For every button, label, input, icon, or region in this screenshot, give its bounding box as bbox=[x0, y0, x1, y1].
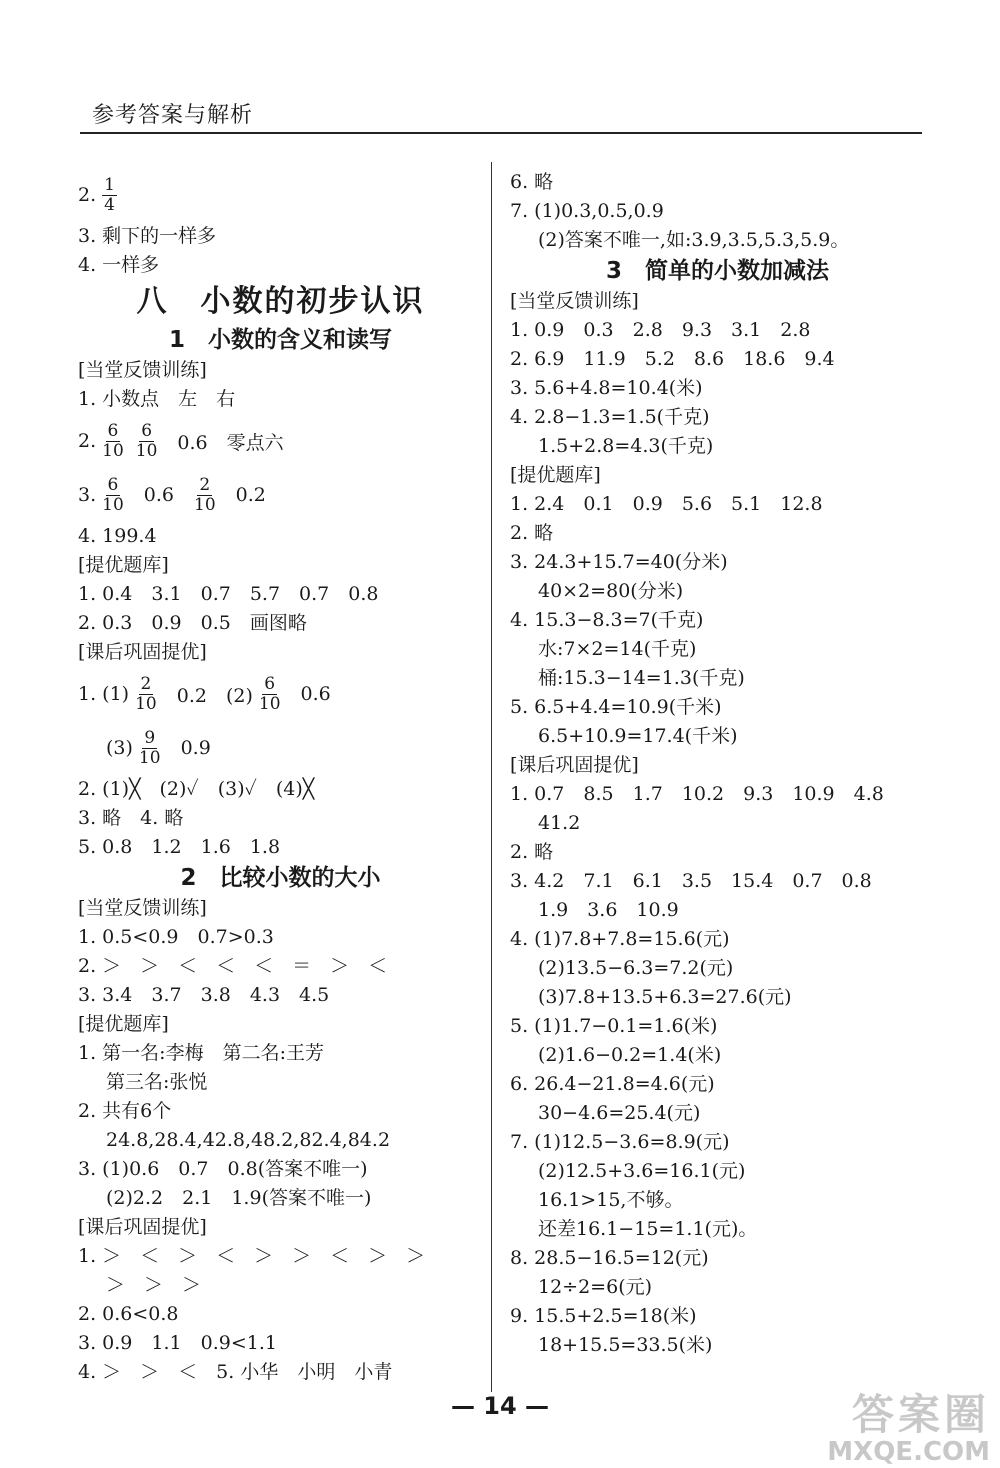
section-label: [课后巩固提优] bbox=[78, 641, 207, 663]
section-label: [当堂反馈训练] bbox=[510, 290, 639, 312]
answer-line: 2. 共有6个 bbox=[78, 1100, 172, 1122]
answer-line: 3. 4.2 7.1 6.1 3.5 15.4 0.7 0.8 bbox=[510, 870, 872, 892]
fraction: $\frac{2}{10}$ bbox=[194, 474, 216, 515]
answer-line: ＞ ＞ ＞ bbox=[106, 1274, 202, 1296]
answer-line: 6. 略 bbox=[510, 171, 554, 193]
answer-line: (2)12.5+3.6=16.1(元) bbox=[538, 1160, 746, 1182]
answer-line: 3. (1)0.6 0.7 0.8(答案不唯一) bbox=[78, 1158, 368, 1180]
section-label: [提优题库] bbox=[78, 554, 169, 576]
answer-line: 41.2 bbox=[538, 812, 581, 834]
answer-line: (2)答案不唯一,如:3.9,3.5,5.3,5.9。 bbox=[538, 229, 850, 251]
answer-line: 2. ＞ ＞ ＜ ＜ ＜ ＝ ＞ ＜ bbox=[78, 955, 388, 977]
lesson-title: 2 比较小数的大小 bbox=[180, 865, 381, 891]
answer-line: 水:7×2=14(千克) bbox=[538, 638, 697, 660]
answer-line: 还差16.1−15=1.1(元)。 bbox=[538, 1218, 758, 1240]
watermark bbox=[827, 1392, 990, 1466]
page-number: — 14 — bbox=[450, 1392, 550, 1420]
answer-line: 1.5+2.8=4.3(千克) bbox=[538, 435, 714, 457]
answer-line: 2. $\frac{1}{4}$ bbox=[78, 174, 115, 215]
answer-line: 3. $\frac{6}{10}$ 0.6 $\frac{2}{10}$ 0.2 bbox=[78, 474, 266, 515]
answer-line: 18+15.5=33.5(米) bbox=[538, 1334, 713, 1356]
answer-line: 第三名:张悦 bbox=[106, 1071, 208, 1093]
unit-title: 八 小数的初步认识 bbox=[136, 284, 425, 319]
answer-line: 6.5+10.9=17.4(千米) bbox=[538, 725, 738, 747]
watermark-text: 答案圈 bbox=[851, 1390, 990, 1439]
answer-line: 30−4.6=25.4(元) bbox=[538, 1102, 701, 1124]
fraction: $\frac{6}{10}$ bbox=[135, 420, 158, 461]
answer-line: 2. 6.9 11.9 5.2 8.6 18.6 9.4 bbox=[510, 348, 835, 370]
section-label: [提优题库] bbox=[78, 1013, 169, 1035]
answer-line: 2. $\frac{6}{10}$ $\frac{6}{10}$ 0.6 零点六 bbox=[78, 420, 284, 461]
section-label: [课后巩固提优] bbox=[78, 1216, 207, 1238]
answer-line: (3) $\frac{9}{10}$ 0.9 bbox=[106, 727, 211, 768]
answer-line: 1. 0.5<0.9 0.7>0.3 bbox=[78, 926, 274, 948]
answer-line: 1. 0.4 3.1 0.7 5.7 0.7 0.8 bbox=[78, 583, 379, 605]
answer-line: 2. (1)╳ (2)✓ (3)✓ (4)╳ bbox=[78, 778, 315, 800]
answer-line: 4. 199.4 bbox=[78, 525, 157, 547]
left-column bbox=[78, 168, 483, 1387]
answer-line: 6. 26.4−21.8=4.6(元) bbox=[510, 1073, 715, 1095]
answer-line: 3. 3.4 3.7 3.8 4.3 4.5 bbox=[78, 984, 330, 1006]
lesson-title: 3 简单的小数加减法 bbox=[605, 258, 829, 284]
answer-line: 1.9 3.6 10.9 bbox=[538, 899, 679, 921]
fraction: $\frac{1}{4}$ bbox=[104, 174, 115, 215]
answer-line: (3)7.8+13.5+6.3=27.6(元) bbox=[538, 986, 792, 1008]
fraction: $\frac{6}{10}$ bbox=[258, 673, 281, 714]
answer-line: 5. 6.5+4.4=10.9(千米) bbox=[510, 696, 722, 718]
answer-line: 12÷2=6(元) bbox=[538, 1276, 653, 1298]
answer-line: 8. 28.5−16.5=12(元) bbox=[510, 1247, 709, 1269]
fraction: $\frac{2}{10}$ bbox=[135, 673, 157, 714]
answer-line: (2)2.2 2.1 1.9(答案不唯一) bbox=[106, 1187, 372, 1209]
answer-line: 9. 15.5+2.5=18(米) bbox=[510, 1305, 697, 1327]
answer-line: 3. 剩下的一样多 bbox=[78, 225, 217, 247]
answer-line: 16.1>15,不够。 bbox=[538, 1189, 684, 1211]
answer-line: 3. 略 4. 略 bbox=[78, 807, 184, 829]
lesson-title: 1 小数的含义和读写 bbox=[168, 327, 392, 353]
answer-line: 3. 5.6+4.8=10.4(米) bbox=[510, 377, 703, 399]
running-header: 参考答案与解析 bbox=[92, 103, 254, 128]
answer-line: 1. 0.7 8.5 1.7 10.2 9.3 10.9 4.8 bbox=[510, 783, 884, 805]
answer-line: 1. 第一名:李梅 第二名:王芳 bbox=[78, 1042, 324, 1064]
section-label: [提优题库] bbox=[510, 464, 601, 486]
answer-line: 3. 0.9 1.1 0.9<1.1 bbox=[78, 1332, 277, 1354]
answer-line: 7. (1)0.3,0.5,0.9 bbox=[510, 200, 664, 222]
answer-line: 5. (1)1.7−0.1=1.6(米) bbox=[510, 1015, 718, 1037]
answer-line: (2)1.6−0.2=1.4(米) bbox=[538, 1044, 722, 1066]
answer-line: 2. 略 bbox=[510, 841, 554, 863]
answer-line: 4. 2.8−1.3=1.5(千克) bbox=[510, 406, 710, 428]
answer-line: 1. (1) $\frac{2}{10}$ 0.2 (2) $\frac{6}{10}$ 0.6 bbox=[78, 673, 331, 714]
fraction: $\frac{6}{10}$ bbox=[102, 474, 124, 515]
answer-line: 24.8,28.4,42.8,48.2,82.4,84.2 bbox=[106, 1129, 391, 1151]
right-column bbox=[510, 168, 925, 1360]
section-label: [当堂反馈训练] bbox=[78, 359, 207, 381]
answer-line: 1. 0.9 0.3 2.8 9.3 3.1 2.8 bbox=[510, 319, 811, 341]
answer-line: 5. 0.8 1.2 1.6 1.8 bbox=[78, 836, 281, 858]
answer-line: 2. 0.3 0.9 0.5 画图略 bbox=[78, 612, 307, 634]
answer-line: 40×2=80(分米) bbox=[538, 580, 684, 602]
answer-line: 1. 2.4 0.1 0.9 5.6 5.1 12.8 bbox=[510, 493, 823, 515]
answer-line: 3. 24.3+15.7=40(分米) bbox=[510, 551, 728, 573]
section-label: [当堂反馈训练] bbox=[78, 897, 207, 919]
answer-line: 7. (1)12.5−3.6=8.9(元) bbox=[510, 1131, 730, 1153]
answer-line: 1. 小数点 左 右 bbox=[78, 388, 236, 410]
watermark-site: MXQE.COM bbox=[827, 1437, 990, 1467]
answer-line: 4. (1)7.8+7.8=15.6(元) bbox=[510, 928, 730, 950]
header-rule bbox=[80, 132, 922, 134]
answer-line: 4. 15.3−8.3=7(千克) bbox=[510, 609, 704, 631]
answer-line: 4. 一样多 bbox=[78, 254, 160, 276]
answer-line: 桶:15.3−14=1.3(千克) bbox=[538, 667, 745, 689]
fraction: $\frac{6}{10}$ bbox=[102, 420, 124, 461]
answer-line: 2. 0.6<0.8 bbox=[78, 1303, 179, 1325]
section-label: [课后巩固提优] bbox=[510, 754, 639, 776]
column-divider bbox=[491, 162, 492, 1392]
fraction: $\frac{9}{10}$ bbox=[138, 727, 161, 768]
answer-line: (2)13.5−6.3=7.2(元) bbox=[538, 957, 734, 979]
answer-line: 4. ＞ ＞ ＜ 5. 小华 小明 小青 bbox=[78, 1361, 393, 1383]
answer-line: 2. 略 bbox=[510, 522, 554, 544]
answer-line: 1. ＞ ＜ ＞ ＜ ＞ ＞ ＜ ＞ ＞ bbox=[78, 1245, 426, 1267]
